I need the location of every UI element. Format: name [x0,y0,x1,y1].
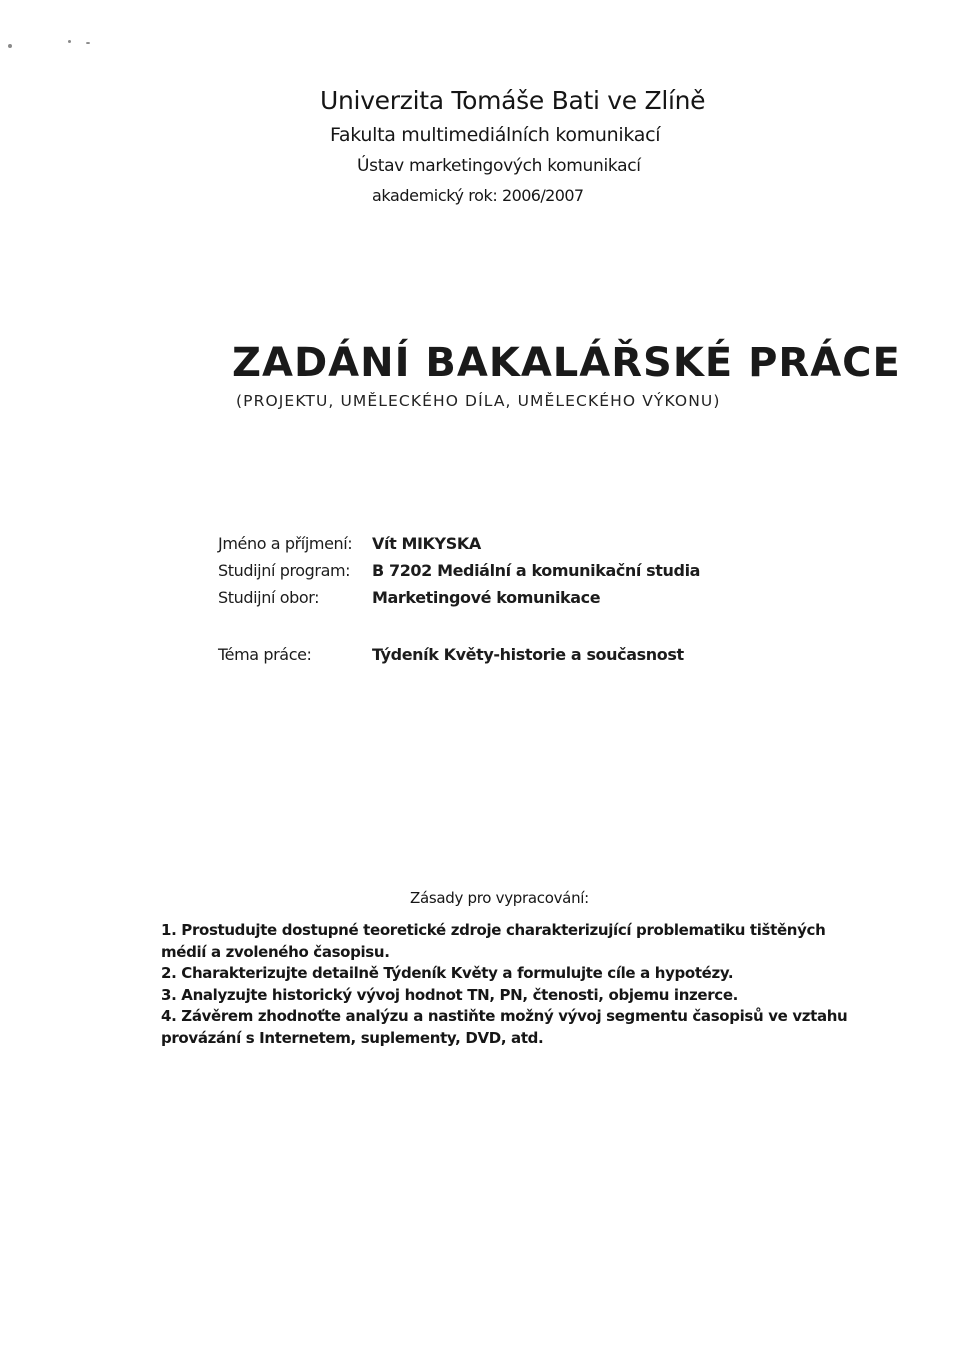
faculty-name: Fakulta multimediálních komunikací [330,124,661,146]
field-value: Marketingové komunikace [372,588,601,607]
scan-speck [86,42,90,44]
university-name: Univerzita Tomáše Bati ve Zlíně [320,86,706,115]
principle-item-2: 2. Charakterizujte detailně Týdeník Květy a formulujte cíle a hypotézy. [161,964,734,983]
field-label: Studijní obor: [218,588,320,607]
principles-list [161,920,851,1050]
principle-item-1: 1. Prostudujte dostupné teoretické zdroje charakterizující problematiku tištěných médií a zvoleného časopisu. [161,921,826,961]
academic-year-label: akademický rok: [372,186,498,205]
name-label: Jméno a příjmení: [218,534,353,553]
document-subtitle: (PROJEKTU, UMĚLECKÉHO DÍLA, UMĚLECKÉHO VÝKONU) [236,392,721,410]
scan-speck [68,40,71,43]
principles-heading: Zásady pro vypracování: [410,889,589,907]
academic-year [372,186,583,205]
name-value: Vít MIKYSKA [372,534,481,553]
document-title: ZADÁNÍ BAKALÁŘSKÉ PRÁCE [232,340,901,386]
institute-name: Ústav marketingových komunikací [357,156,641,176]
topic-value: Týdeník Květy-historie a současnost [372,645,684,664]
principle-item-3: 3. Analyzujte historický vývoj hodnot TN, PN, čtenosti, objemu inzerce. [161,985,739,1004]
program-value: B 7202 Mediální a komunikační studia [372,561,701,580]
program-label: Studijní program: [218,561,351,580]
topic-label: Téma práce: [218,645,312,664]
principle-item-4: 4. Závěrem zhodnoťte analýzu a nastiňte možný vývoj segmentu časopisů ve vztahu provázání s Internetem, suplementy, DVD, atd. [161,1007,848,1047]
academic-year-value: 2006/2007 [502,186,584,205]
scan-speck [8,44,12,48]
